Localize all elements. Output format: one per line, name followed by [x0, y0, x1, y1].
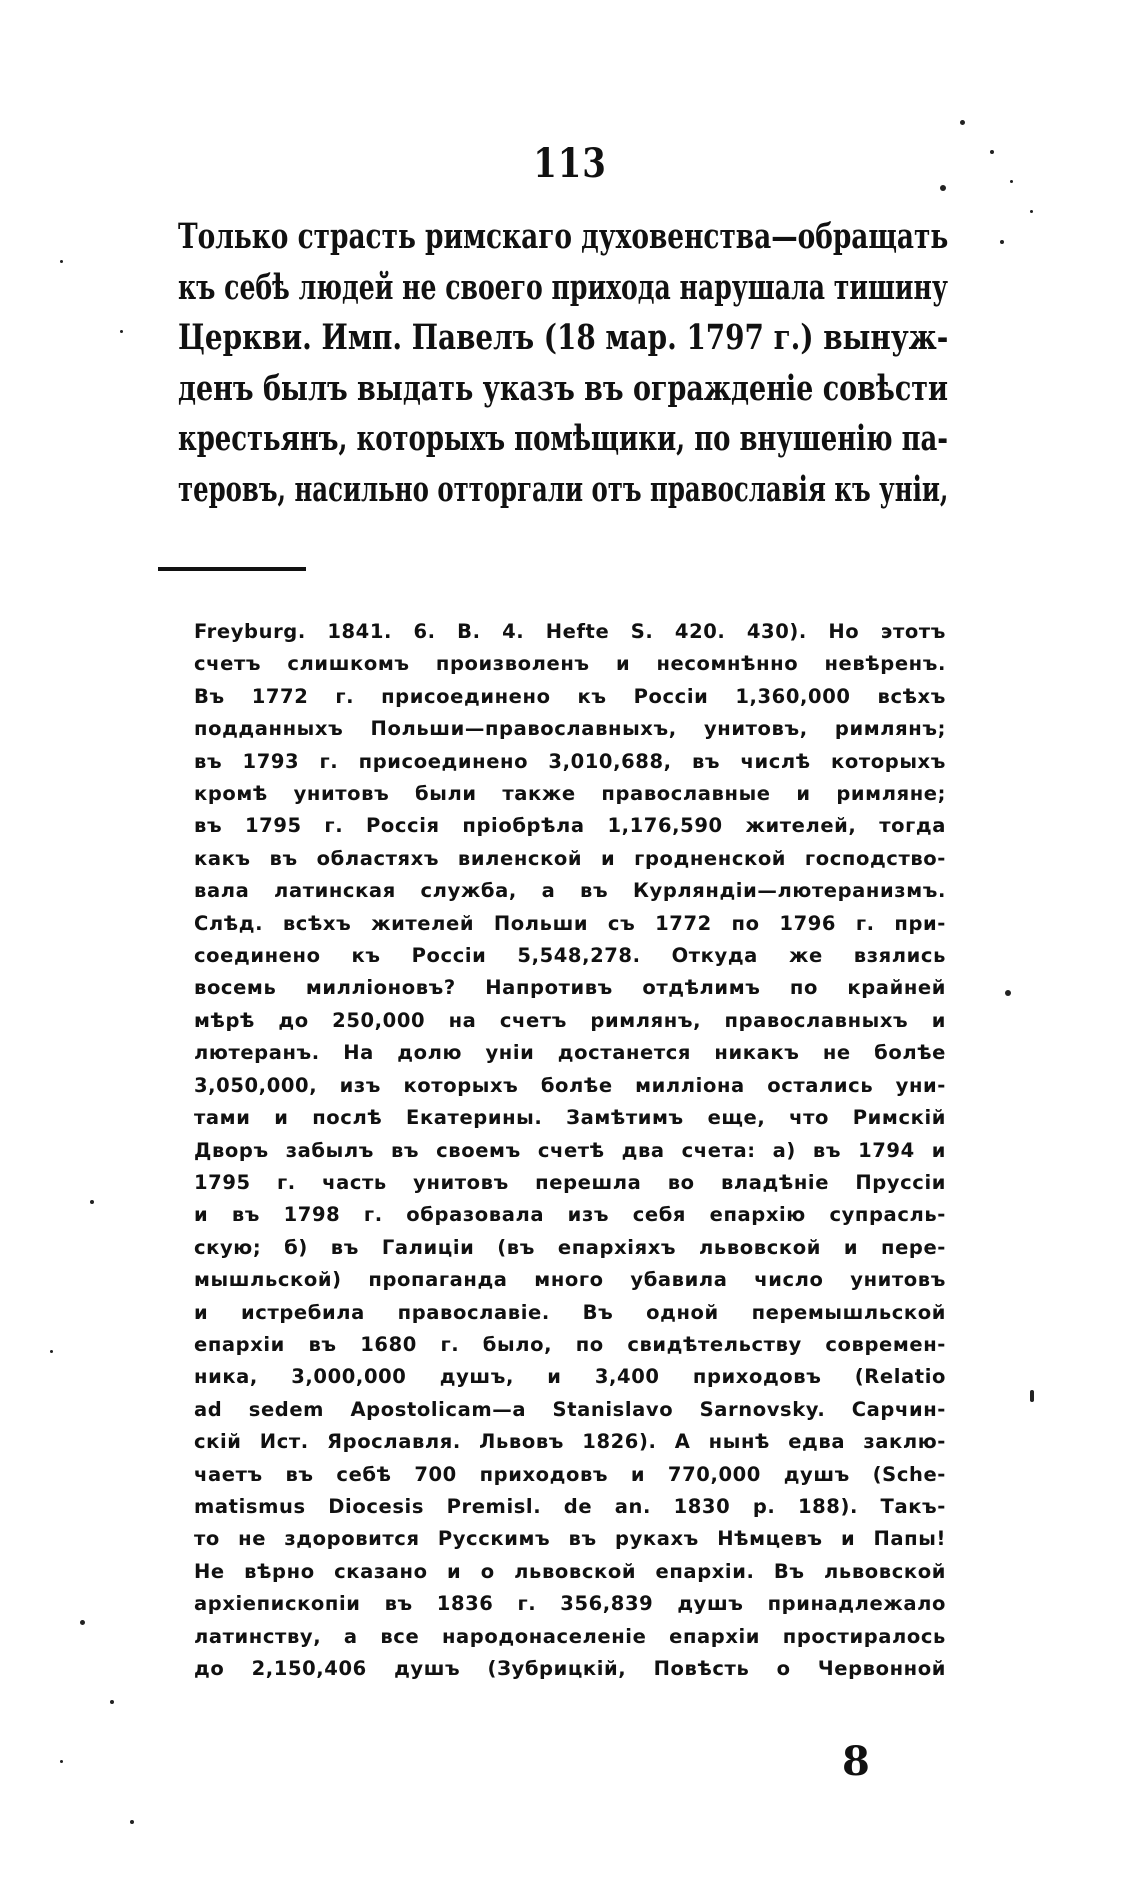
page-number: 113 — [533, 140, 607, 187]
footnote-line: кромѣ унитовъ были также православные и римляне; — [194, 782, 946, 806]
footnote-line: ad sedem Apostolicam—a Stanislavo Sarnovsky. Сарчин- — [194, 1397, 946, 1421]
scan-speck — [60, 260, 63, 263]
scan-speck — [130, 1820, 134, 1824]
main-text-line: Только страсть римскаго духовенства—обращать — [178, 216, 949, 257]
footnote-line: Не вѣрно сказано и о львовской епархіи. Въ львовской — [194, 1559, 946, 1583]
main-text-line: Церкви. Имп. Павелъ (18 мар. 1797 г.) вынуж- — [178, 317, 949, 358]
scan-speck — [60, 1760, 63, 1763]
scan-speck — [960, 120, 965, 125]
scan-speck — [110, 1700, 114, 1704]
footnote-line: соединено къ Россіи 5,548,278. Откуда же взялись — [194, 944, 946, 968]
main-text-line: теровъ, насильно отторгали отъ православія къ уніи, — [178, 468, 949, 510]
footnote-line: ника, 3,000,000 душъ, и 3,400 приходовъ (Relatio — [194, 1365, 946, 1389]
footnote-line: архіепископіи въ 1836 г. 356,839 душъ принадлежало — [194, 1592, 946, 1616]
footnote-line: вала латинская служба, а въ Курляндіи—лютеранизмъ. — [194, 879, 946, 903]
main-text-line: къ себѣ людей не своего прихода нарушала тишину — [178, 266, 948, 308]
footnote-line: счетъ слишкомъ произволенъ и несомнѣнно невѣренъ. — [194, 652, 946, 676]
footnote-line: епархіи въ 1680 г. было, по свидѣтельству современ- — [194, 1332, 946, 1356]
footnote-line: мышльской) пропаганда много убавила число унитовъ — [194, 1268, 946, 1292]
scan-speck — [90, 1200, 94, 1204]
footnote-block — [194, 616, 946, 1685]
footnote-separator-rule — [158, 567, 306, 571]
signature-mark: 8 — [842, 1738, 870, 1785]
footnote-line: и въ 1798 г. образовала изъ себя епархію супрасль- — [194, 1203, 946, 1227]
footnote-line: какъ въ областяхъ виленской и гродненской господство- — [194, 846, 946, 870]
footnote-line: скую; б) въ Галиціи (въ епархіяхъ львовской и пере- — [194, 1235, 946, 1259]
footnote-line: 1795 г. часть унитовъ перешла во владѣніе Пруссіи — [194, 1170, 946, 1194]
footnote-line: то не здоровится Русскимъ въ рукахъ Нѣмцевъ и Папы! — [194, 1527, 946, 1551]
footnote-line: до 2,150,406 душъ (Зубрицкій, Повѣсть о Червонной — [194, 1657, 946, 1680]
scan-speck — [990, 150, 994, 154]
footnote-line: Freyburg. 1841. 6. B. 4. Hefte S. 420. 430). Но этотъ — [194, 620, 946, 643]
main-text-line: крестьянъ, которыхъ помѣщики, по внушенію па- — [178, 418, 949, 459]
footnote-line: 3,050,000, изъ которыхъ болѣе милліона остались уни- — [194, 1073, 946, 1097]
scan-speck — [1030, 210, 1033, 213]
footnote-line: и истребила православіе. Въ одной перемышльской — [194, 1300, 946, 1324]
footnote-line: Въ 1772 г. присоединено къ Россіи 1,360,000 всѣхъ — [194, 684, 946, 708]
scan-speck — [1030, 1390, 1034, 1402]
footnote-line: тами и послѣ Екатерины. Замѣтимъ еще, что Римскій — [194, 1106, 946, 1130]
footnote-line: Слѣд. всѣхъ жителей Польши съ 1772 по 1796 г. при- — [194, 911, 946, 935]
scan-speck — [120, 330, 123, 333]
main-text-line: денъ былъ выдать указъ въ огражденіе совѣсти — [178, 367, 948, 409]
footnote-line: въ 1795 г. Россія пріобрѣла 1,176,590 жителей, тогда — [194, 814, 946, 838]
scan-speck — [1010, 180, 1013, 183]
footnote-line: matismus Diocesis Premisl. de an. 1830 p. 188). Такъ- — [194, 1494, 946, 1518]
scan-speck — [1000, 240, 1004, 244]
main-text-block — [178, 212, 948, 515]
footnote-line: лютеранъ. На долю уніи достанется никакъ не болѣе — [194, 1041, 946, 1065]
footnote-line: Дворъ забылъ въ своемъ счетѣ два счета: а) въ 1794 и — [194, 1138, 946, 1162]
footnote-line: въ 1793 г. присоединено 3,010,688, въ числѣ которыхъ — [194, 749, 946, 773]
scan-speck — [50, 1350, 53, 1353]
footnote-line: подданныхъ Польши—православныхъ, унитовъ, римлянъ; — [194, 717, 946, 741]
scan-speck — [1005, 990, 1011, 996]
scan-speck — [940, 185, 946, 191]
footnote-line: мѣрѣ до 250,000 на счетъ римлянъ, православныхъ и — [194, 1008, 946, 1032]
footnote-line: восемь милліоновъ? Напротивъ отдѣлимъ по крайней — [194, 976, 946, 1000]
scan-speck — [80, 1620, 85, 1625]
footnote-line: чаетъ въ себѣ 700 приходовъ и 770,000 душъ (Sche- — [194, 1462, 946, 1486]
footnote-line: скій Ист. Ярославля. Львовъ 1826). А нынѣ едва заклю- — [194, 1430, 946, 1454]
footnote-line: латинству, а все народонаселеніе епархіи простиралось — [194, 1624, 946, 1648]
